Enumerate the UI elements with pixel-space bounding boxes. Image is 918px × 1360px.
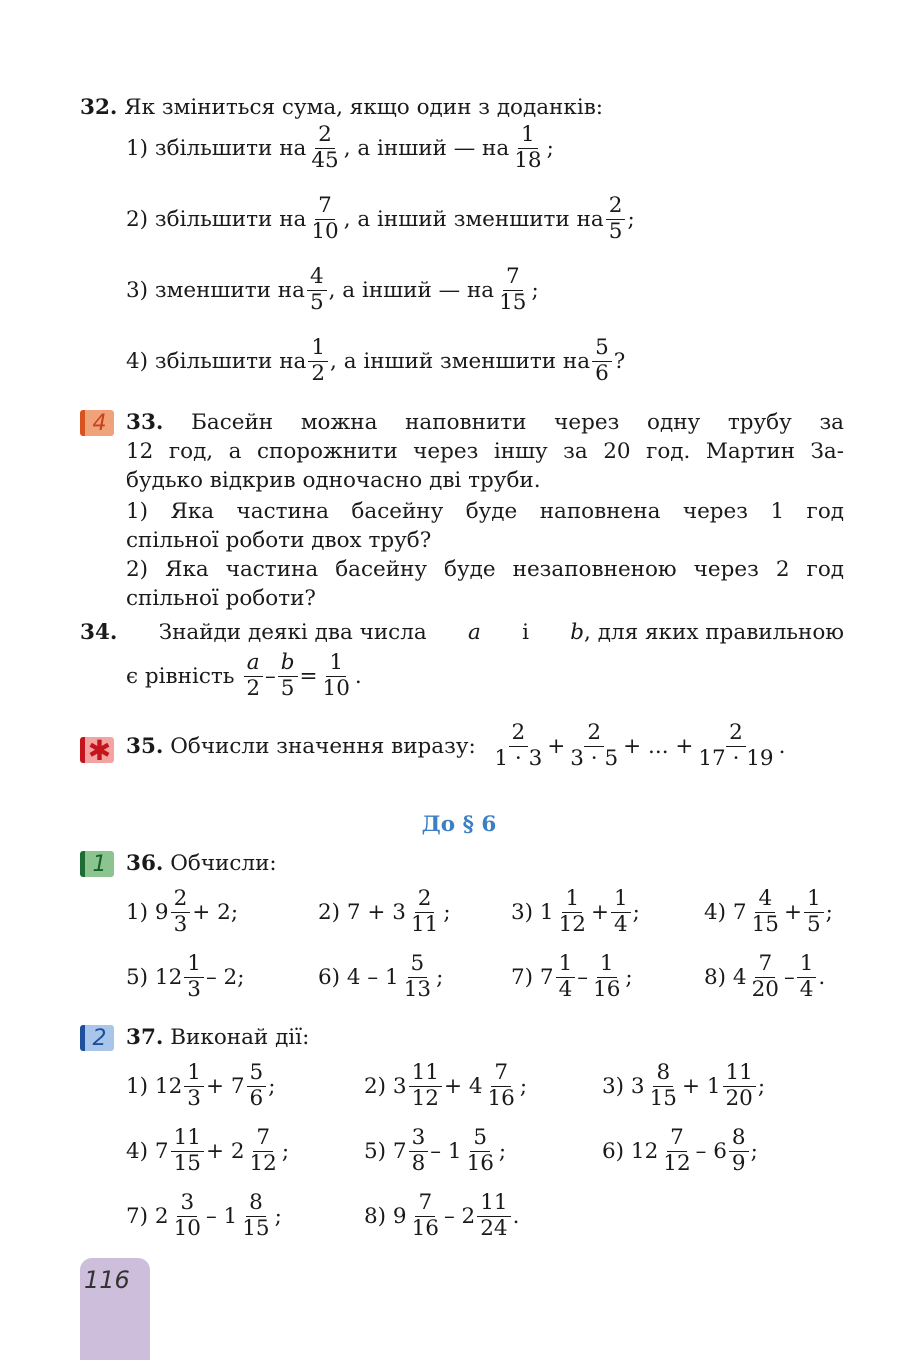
problem-35 <box>126 722 785 770</box>
whole-part: 12 <box>154 1073 183 1099</box>
exercise-rest: . <box>512 1203 520 1229</box>
problem-36-header <box>126 851 277 876</box>
operator: + ... + <box>623 733 694 759</box>
numerator: 2 <box>584 722 604 747</box>
numerator: 1 <box>184 953 204 978</box>
fraction <box>247 1127 280 1175</box>
fraction <box>409 1062 442 1110</box>
problem-text: Обчисли: <box>170 851 277 876</box>
denominator: 16 <box>466 1150 494 1176</box>
exercise-36-4 <box>704 888 833 936</box>
problem-32-item-2 <box>126 195 635 243</box>
exercise-rest: – 2; <box>205 964 245 990</box>
exercise-label: 3) <box>602 1073 625 1099</box>
item-text: 4) збільшити на <box>126 348 307 374</box>
problem-text: Як зміниться сума, якщо один з доданків: <box>124 95 604 120</box>
whole-part: 9 <box>392 1203 407 1229</box>
numerator: 2 <box>606 195 626 220</box>
fraction <box>184 1062 204 1110</box>
numerator: 2 <box>315 124 335 149</box>
variable-b: b <box>570 620 585 645</box>
exercise-36-7 <box>511 953 633 1001</box>
exercise-rest: ; <box>498 1138 507 1164</box>
fraction <box>592 337 612 385</box>
fraction <box>660 1127 693 1175</box>
numerator: 8 <box>729 1127 749 1152</box>
numerator: 7 <box>315 195 335 220</box>
exercise-label: 1) <box>126 899 149 925</box>
item-text: ; <box>627 206 635 232</box>
fraction <box>409 1127 429 1175</box>
numerator: 7 <box>667 1127 687 1152</box>
problem-33-question-2: 2) Яка частина басейну буде незаповненою через 2 год <box>126 557 844 582</box>
exercise-label: 5) <box>126 964 149 990</box>
item-text: 1) збільшити на <box>126 135 307 161</box>
denominator: 10 <box>311 218 339 244</box>
fraction <box>749 888 782 936</box>
exercise-rest: ; <box>443 899 451 925</box>
fraction <box>556 888 589 936</box>
denominator: 12 <box>663 1150 691 1176</box>
exercise-rest: ; <box>274 1203 282 1229</box>
denominator: 16 <box>411 1215 439 1241</box>
problem-32-header <box>80 95 603 120</box>
fraction <box>171 888 191 936</box>
denominator: 6 <box>595 360 609 386</box>
fraction <box>171 1127 204 1175</box>
star-badge-icon: ✱ <box>80 737 114 763</box>
fraction <box>401 953 434 1001</box>
fraction <box>485 1062 518 1110</box>
denominator: 5 <box>280 675 295 701</box>
fraction <box>590 953 623 1001</box>
denominator: 3 · 5 <box>570 745 619 771</box>
fraction <box>409 1192 442 1240</box>
operator: + <box>547 733 566 759</box>
fraction <box>695 722 776 770</box>
whole-part: 3 <box>630 1073 645 1099</box>
exercise-36-1 <box>126 888 238 936</box>
exercise-36-2 <box>318 888 451 936</box>
problem-37-header <box>126 1025 309 1050</box>
operator: + 4 <box>443 1073 483 1099</box>
fraction <box>308 337 328 385</box>
denominator: 2 <box>246 675 260 701</box>
fraction <box>749 953 782 1001</box>
numerator: 11 <box>723 1062 756 1087</box>
problem-32-item-3 <box>126 266 539 314</box>
problem-number: 37. <box>126 1025 164 1050</box>
exercise-rest: ; <box>632 899 640 925</box>
denominator: 1 · 3 <box>494 745 543 771</box>
denominator: 5 <box>806 911 821 937</box>
whole-part: 7 + 3 <box>346 899 406 925</box>
section-heading: До § 6 <box>421 812 497 837</box>
numerator: 11 <box>409 1062 442 1087</box>
operator: + 2 <box>205 1138 245 1164</box>
fraction <box>171 1192 204 1240</box>
difficulty-badge-1: 1 <box>80 851 114 877</box>
denominator: 10 <box>173 1215 201 1241</box>
numerator: 4 <box>755 888 775 913</box>
numerator: 1 <box>556 953 576 978</box>
denominator: 45 <box>311 147 339 173</box>
exercise-rest: ; <box>625 964 633 990</box>
denominator: 4 <box>558 976 573 1002</box>
fraction <box>247 1062 267 1110</box>
exercise-label: 8) <box>704 964 727 990</box>
denominator: 15 <box>751 911 779 937</box>
exercise-label: 3) <box>511 899 534 925</box>
operator: + <box>783 899 802 925</box>
whole-part: 3 <box>392 1073 407 1099</box>
denominator: 3 <box>187 1085 201 1111</box>
denominator: 6 <box>249 1085 264 1111</box>
numerator: a <box>244 652 263 677</box>
fraction <box>408 888 441 936</box>
operator: . <box>778 733 786 759</box>
numerator: 1 <box>518 124 538 149</box>
denominator: 12 <box>558 911 586 937</box>
exercise-37-5 <box>364 1127 506 1175</box>
denominator: 24 <box>480 1215 508 1241</box>
fraction <box>606 195 626 243</box>
operator: – 1 <box>430 1138 462 1164</box>
numerator: 2 <box>726 722 746 747</box>
denominator: 15 <box>242 1215 270 1241</box>
item-text: ; <box>531 277 539 303</box>
numerator: 11 <box>171 1127 204 1152</box>
problem-text-group <box>570 620 844 645</box>
fraction <box>308 195 341 243</box>
denominator: 15 <box>499 289 527 315</box>
fraction <box>308 124 341 172</box>
operator: + 7 <box>205 1073 245 1099</box>
denominator: 16 <box>593 976 621 1002</box>
fraction <box>611 888 631 936</box>
denominator: 5 <box>309 289 324 315</box>
problem-text: Знайди деякі два числа <box>158 620 427 645</box>
denominator: 13 <box>403 976 432 1002</box>
fraction <box>464 1127 497 1175</box>
fraction <box>797 953 817 1001</box>
problem-33-line-3: будько відкрив одночасно дві труби. <box>126 468 541 493</box>
problem-number: 32. <box>80 95 118 120</box>
whole-part: 7 <box>539 964 554 990</box>
exercise-label: 1) <box>126 1073 149 1099</box>
problem-33-line-2: 12 год, а спорожнити через іншу за 20 год. Мартин За- <box>126 439 844 464</box>
fraction <box>729 1127 749 1175</box>
numerator: 5 <box>247 1062 267 1087</box>
numerator: 1 <box>797 953 817 978</box>
problem-34-line-1 <box>80 620 844 645</box>
exercise-label: 7) <box>511 964 534 990</box>
numerator: 1 <box>597 953 617 978</box>
whole-part: 7 <box>392 1138 407 1164</box>
item-text: , а інший — на <box>343 135 510 161</box>
numerator: 1 <box>804 888 824 913</box>
fraction <box>184 953 204 1001</box>
exercise-37-8 <box>364 1192 519 1240</box>
operator: – <box>265 663 276 689</box>
problem-33-question-1: 1) Яка частина басейну буде наповнена через 1 год <box>126 499 844 524</box>
problem-number: 35. <box>126 733 164 759</box>
exercise-rest: ; <box>519 1073 528 1099</box>
numerator: 7 <box>755 953 775 978</box>
page-number: 116 <box>84 1266 130 1294</box>
problem-text: є рівність <box>126 663 235 689</box>
problem-33-question-2-cont: спільної роботи? <box>126 586 316 611</box>
whole-part: 2 <box>154 1203 169 1229</box>
exercise-label: 2) <box>364 1073 387 1099</box>
operator: – 6 <box>695 1138 727 1164</box>
exercise-rest: ; <box>436 964 444 990</box>
problem-text: Виконай дії: <box>170 1025 310 1050</box>
problem-number: 33. <box>126 410 164 435</box>
numerator: 1 <box>326 652 346 677</box>
exercise-label: 6) <box>318 964 341 990</box>
denominator: 9 <box>731 1150 746 1176</box>
fraction <box>511 124 544 172</box>
denominator: 12 <box>411 1085 439 1111</box>
numerator: 5 <box>592 337 612 362</box>
exercise-label: 5) <box>364 1138 387 1164</box>
whole-part: 12 <box>154 964 183 990</box>
item-text: 2) збільшити на <box>126 206 307 232</box>
numerator: 1 <box>184 1062 204 1087</box>
whole-part: 9 <box>154 899 169 925</box>
numerator: 3 <box>177 1192 197 1217</box>
fraction <box>477 1192 510 1240</box>
fraction <box>243 652 263 700</box>
denominator: 11 <box>410 911 439 937</box>
exercise-label: 4) <box>704 899 727 925</box>
numerator: 5 <box>408 953 428 978</box>
denominator: 8 <box>411 1150 426 1176</box>
exercise-label: 4) <box>126 1138 149 1164</box>
problem-text: Обчисли значення виразу: <box>170 733 476 759</box>
item-text: , а інший — на <box>328 277 495 303</box>
numerator: 11 <box>477 1192 510 1217</box>
denominator: 2 <box>311 360 326 386</box>
exercise-36-6 <box>318 953 443 1001</box>
numerator: 3 <box>409 1127 429 1152</box>
numerator: 2 <box>415 888 435 913</box>
numerator: 2 <box>509 722 529 747</box>
operator: – <box>577 964 589 990</box>
numerator: 8 <box>653 1062 673 1087</box>
fraction <box>239 1192 272 1240</box>
problem-32-item-1 <box>126 124 554 172</box>
exercise-36-5 <box>126 953 244 1001</box>
denominator: 20 <box>725 1085 753 1111</box>
denominator: 20 <box>751 976 779 1002</box>
numerator: 7 <box>415 1192 435 1217</box>
numerator: 2 <box>171 888 191 913</box>
whole-part: 1 <box>539 899 554 925</box>
denominator: 15 <box>649 1085 677 1111</box>
exercise-37-4 <box>126 1127 289 1175</box>
fraction <box>491 722 545 770</box>
fraction <box>556 953 576 1001</box>
whole-part: 7 <box>154 1138 169 1164</box>
exercise-rest: . <box>818 964 826 990</box>
exercise-rest: ; <box>268 1073 276 1099</box>
problem-32-item-4 <box>126 337 625 385</box>
exercise-label: 6) <box>602 1138 625 1164</box>
numerator: 1 <box>308 337 328 362</box>
exercise-37-3 <box>602 1062 765 1110</box>
denominator: 16 <box>487 1085 515 1111</box>
operator: – 1 <box>205 1203 238 1229</box>
exercise-label: 7) <box>126 1203 149 1229</box>
exercise-rest: ; <box>825 899 833 925</box>
item-text: , а інший зменшити на <box>330 348 591 374</box>
numerator: 5 <box>470 1127 490 1152</box>
exercise-rest: + 2; <box>192 899 239 925</box>
problem-text: Басейн можна наповнити через одну трубу за <box>191 410 844 435</box>
fraction <box>647 1062 680 1110</box>
numerator: 7 <box>491 1062 511 1087</box>
denominator: 4 <box>799 976 814 1002</box>
item-text: ? <box>613 348 626 374</box>
problem-number: 36. <box>126 851 164 876</box>
operator: + 1 <box>681 1073 721 1099</box>
denominator: 3 <box>187 976 201 1002</box>
exercise-37-7 <box>126 1192 282 1240</box>
denominator: 17 · 19 <box>698 745 774 771</box>
denominator: 12 <box>249 1150 277 1176</box>
exercise-36-8 <box>704 953 825 1001</box>
numerator: 4 <box>307 266 327 291</box>
whole-part: 4 – 1 <box>346 964 399 990</box>
denominator: 18 <box>514 147 542 173</box>
operator: = <box>299 663 318 689</box>
exercise-37-1 <box>126 1062 275 1110</box>
whole-part: 4 <box>732 964 747 990</box>
difficulty-badge-4: 4 <box>80 410 114 436</box>
difficulty-badge-2: 2 <box>80 1025 114 1051</box>
operator: + <box>590 899 609 925</box>
fraction <box>278 652 298 700</box>
problem-text: , для яких правильною <box>584 620 844 645</box>
exercise-rest: ; <box>750 1138 758 1164</box>
whole-part: 7 <box>732 899 747 925</box>
numerator: 7 <box>503 266 523 291</box>
item-text: , а інший зменшити на <box>343 206 604 232</box>
denominator: 5 <box>608 218 623 244</box>
exercise-37-6 <box>602 1127 758 1175</box>
operator: – 2 <box>443 1203 476 1229</box>
whole-part: 12 <box>630 1138 659 1164</box>
numerator: 8 <box>246 1192 266 1217</box>
fraction <box>804 888 824 936</box>
problem-33-line-1 <box>126 410 844 435</box>
denominator: 3 <box>173 911 188 937</box>
exercise-rest: ; <box>757 1073 766 1099</box>
numerator: 1 <box>562 888 582 913</box>
exercise-label: 8) <box>364 1203 387 1229</box>
operator: – <box>783 964 795 990</box>
fraction <box>567 722 621 770</box>
problem-text: і <box>522 620 529 645</box>
fraction <box>307 266 327 314</box>
fraction <box>496 266 529 314</box>
exercise-36-3 <box>511 888 640 936</box>
numerator: 7 <box>253 1127 273 1152</box>
numerator: 1 <box>611 888 631 913</box>
exercise-37-2 <box>364 1062 527 1110</box>
denominator: 10 <box>322 675 350 701</box>
exercise-label: 2) <box>318 899 341 925</box>
fraction <box>723 1062 756 1110</box>
item-text: 3) зменшити на <box>126 277 305 303</box>
problem-33-question-1-cont: спільної роботи двох труб? <box>126 528 432 553</box>
numerator: b <box>278 652 298 677</box>
exercise-rest: ; <box>281 1138 290 1164</box>
operator: . <box>354 663 362 689</box>
variable-a: a <box>467 620 481 645</box>
item-text: ; <box>546 135 554 161</box>
problem-34-equation <box>126 652 362 700</box>
denominator: 15 <box>173 1150 201 1176</box>
fraction <box>320 652 353 700</box>
problem-number: 34. <box>80 620 118 645</box>
denominator: 4 <box>613 911 628 937</box>
